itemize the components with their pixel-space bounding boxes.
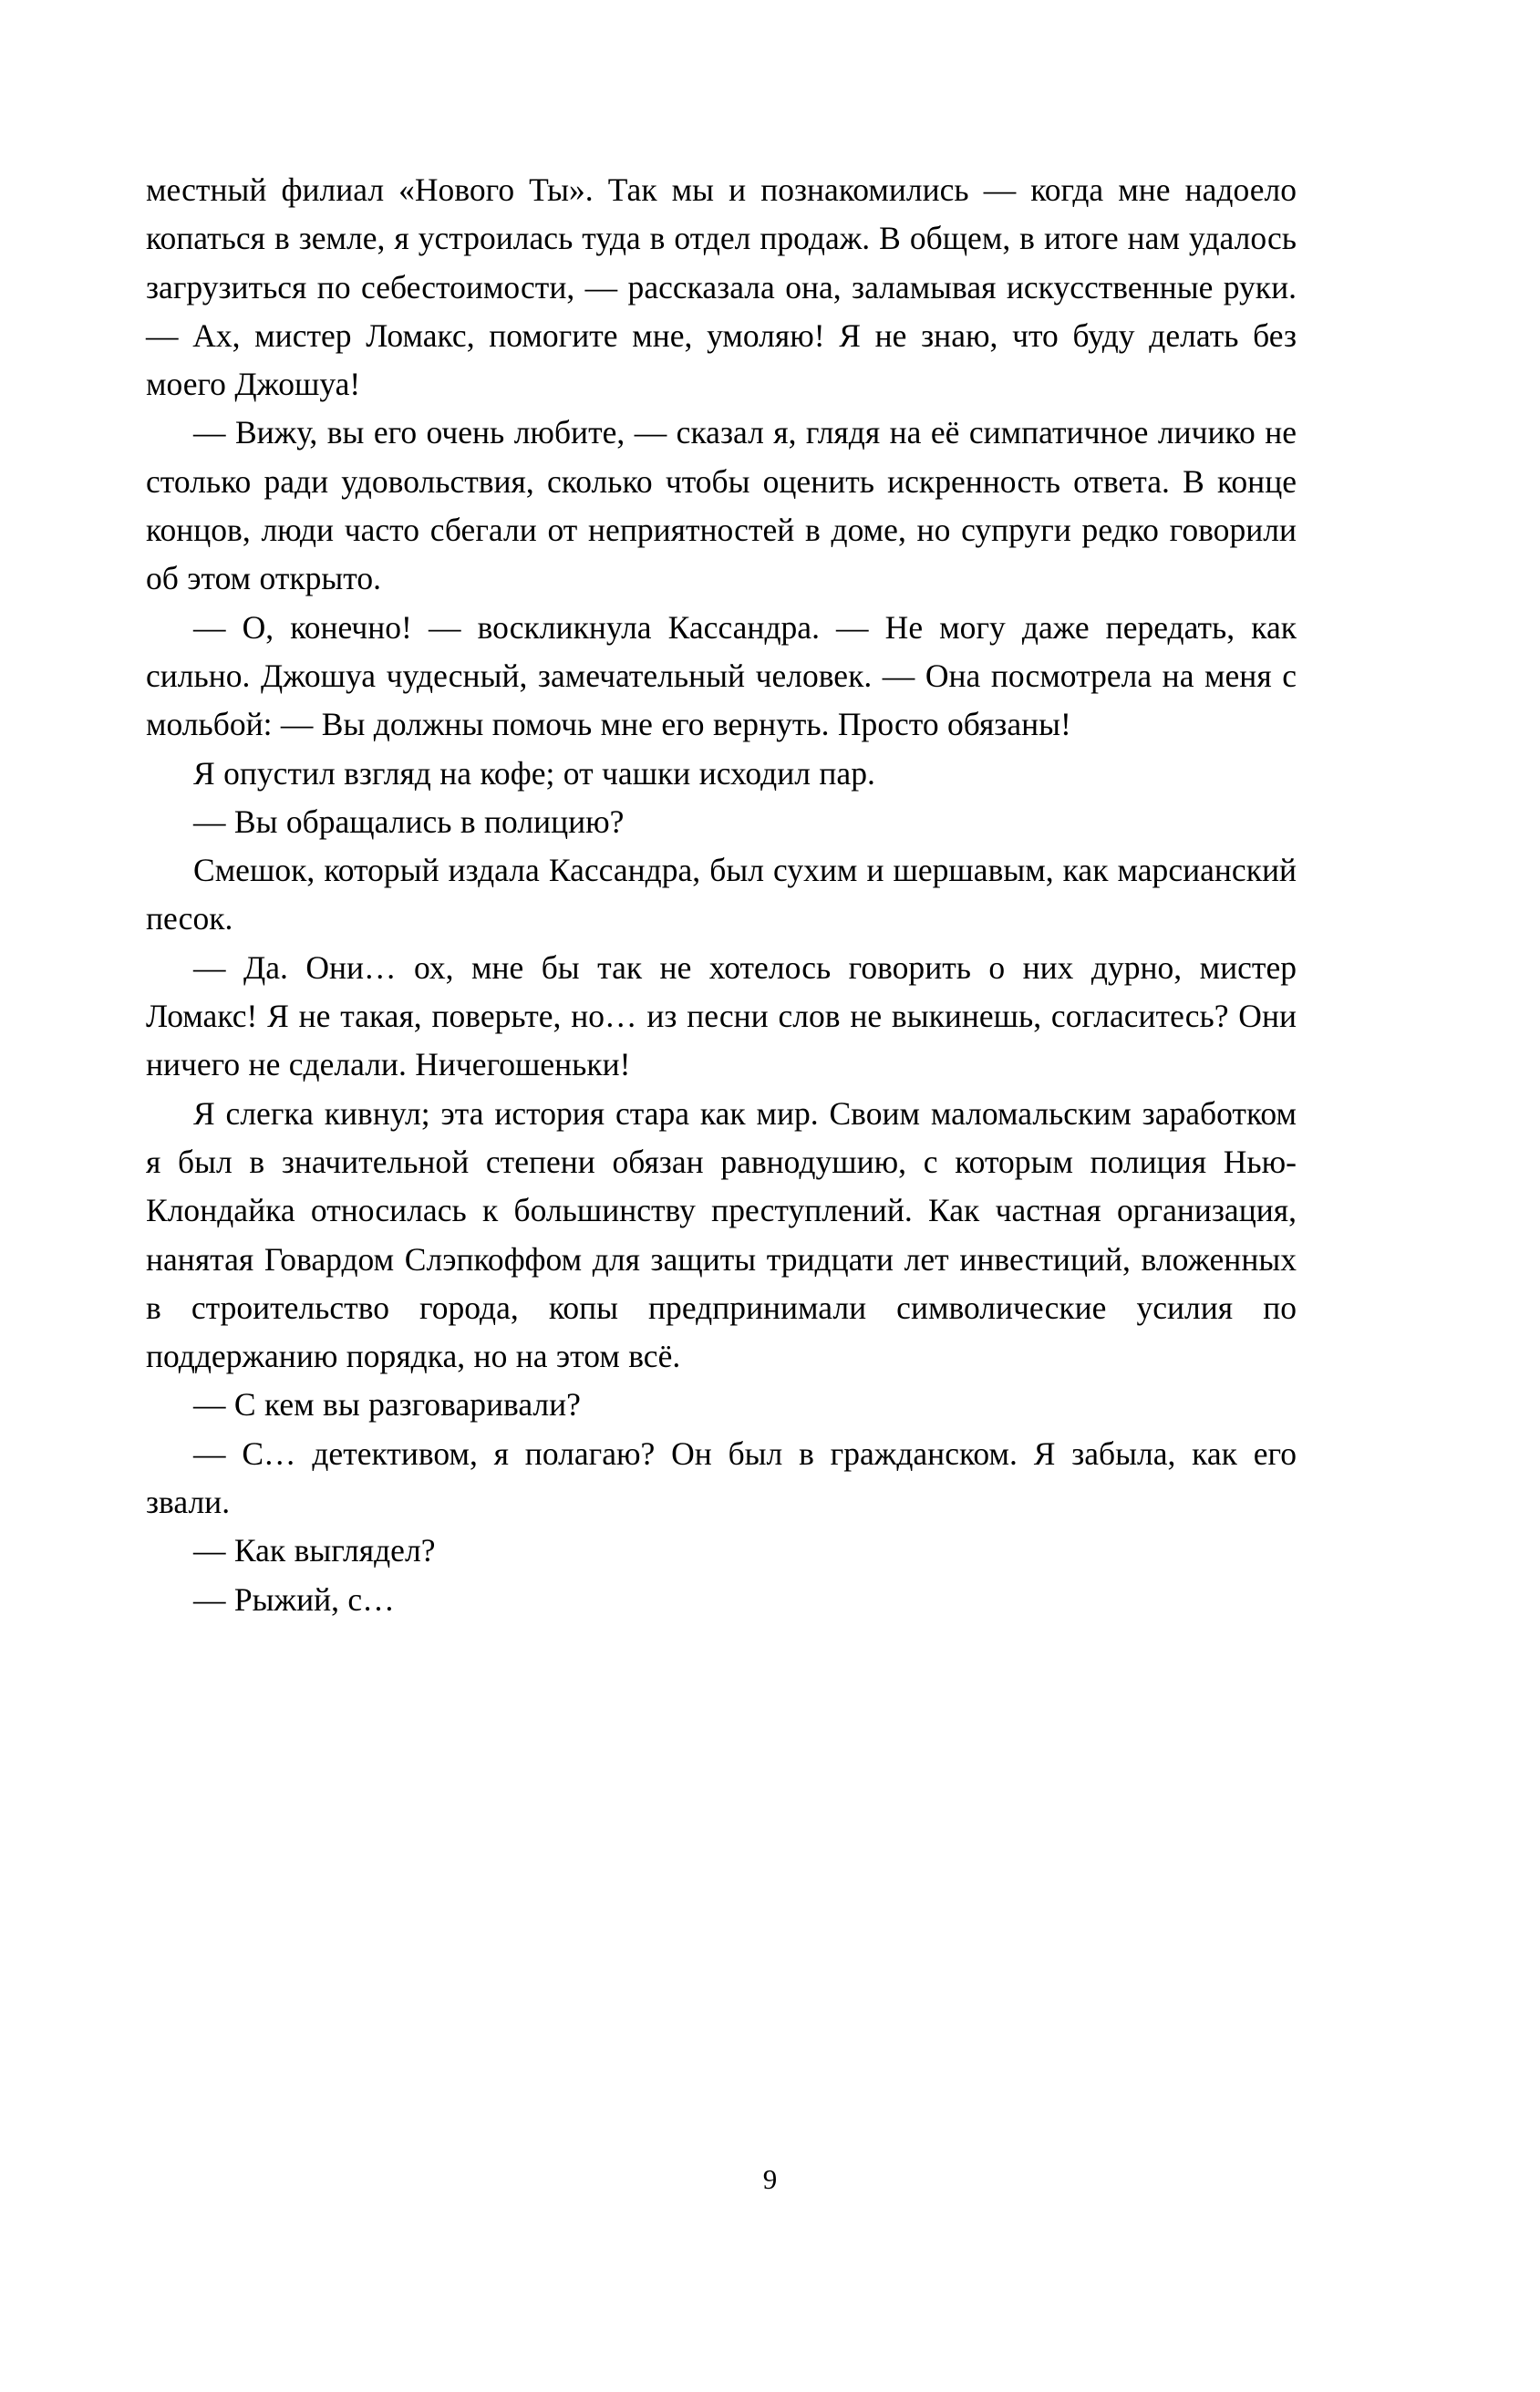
paragraph: — Вижу, вы его очень любите, — сказал я, глядя на её симпатичное личико не столько ради удовольствия, сколько чтобы оценить искренность ответа. В конце концов, люди часто сбегали от неприятностей в доме, но супруги редко говорили об этом открыто.: [146, 414, 1297, 597]
paragraph: — Рыжий, с…: [193, 1580, 395, 1618]
paragraph: — С кем вы разговаривали?: [193, 1386, 581, 1424]
paragraph: — Как выглядел?: [193, 1532, 436, 1569]
paragraph: местный филиал «Нового Ты». Так мы и познакомились — когда мне надоело копаться в земле, я устроилась туда в отдел продаж. В общем, в итоге нам удалось загрузиться по себестоимости, — рассказала она, заламывая искусственные руки. — Ах, мистер Ломакс, помогите мне, умоляю! Я не знаю, что буду делать без моего Джошуа!: [146, 171, 1297, 403]
page-number: 9: [762, 2163, 778, 2195]
paragraph: Я опустил взгляд на кофе; от чашки исходил пар.: [193, 754, 875, 792]
paragraph: — Вы обращались в полицию?: [193, 803, 625, 840]
body-text-column: [146, 166, 1297, 1624]
paragraph: Смешок, который издала Кассандра, был сухим и шершавым, как марсианский песок.: [146, 852, 1297, 937]
paragraph: — Да. Они… ох, мне бы так не хотелось говорить о них дурно, мистер Ломакс! Я не такая, поверьте, но… из песни слов не выкинешь, согласитесь? Они ничего не сделали. Ничегошеньки!: [146, 948, 1297, 1083]
paragraph: — С… детективом, я полагаю? Он был в гражданском. Я забыла, как его звали.: [146, 1434, 1297, 1521]
paragraph: Я слегка кивнул; эта история стара как мир. Своим маломальским заработком я был в значительной степени обязан равнодушию, с которым полиция Нью-Клондайка относилась к большинству преступлений. Как частная организация, нанятая Говардом Слэпкоффом для защиты тридцати лет инвестиций, вложенных в строительство города, копы предпринимали символические усилия по поддержанию порядка, но на этом всё.: [146, 1094, 1297, 1375]
paragraph: — О, конечно! — воскликнула Кассандра. — Не могу даже передать, как сильно. Джошуа чудесный, замечательный человек. — Она посмотрела на меня с мольбой: — Вы должны помочь мне его вернуть. Просто обязаны!: [146, 608, 1297, 743]
